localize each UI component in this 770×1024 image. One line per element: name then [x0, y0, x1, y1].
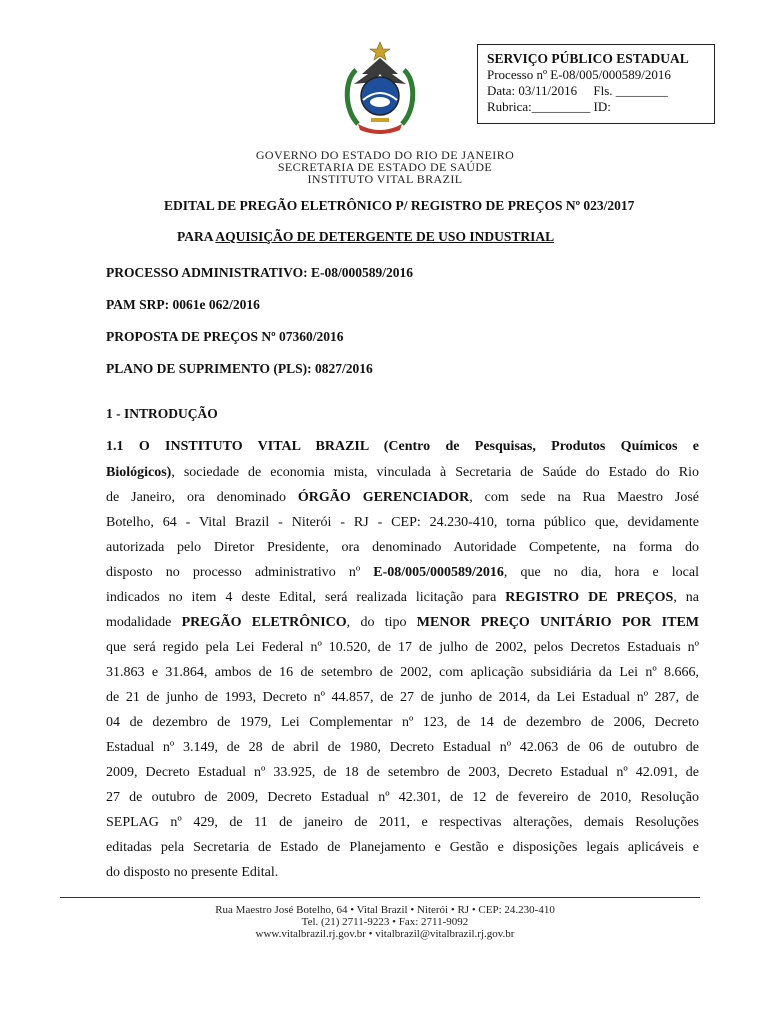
para-line-4: Botelho, 64 - Vital Brazil - Niterói - RJ - CEP: 24.230-410, torna público que, devidamente [106, 515, 699, 530]
para-line-8-text-b: , do tipo [346, 615, 417, 630]
footer-phone: Tel. (21) 2711-9223 • Fax: 2711-9092 [301, 916, 469, 928]
para-line-2-bold: Biológicos) [106, 465, 172, 480]
para-line-16: SEPLAG nº 429, de 11 de janeiro de 2011, e respectivas alterações, demais Resoluções [106, 815, 699, 830]
header-government: GOVERNO DO ESTADO DO RIO DE JANEIRO [255, 148, 515, 162]
pam-srp: PAM SRP: 0061e 062/2016 [106, 297, 260, 312]
para-line-7 [106, 590, 699, 606]
para-line-8-bold-b: MENOR PREÇO UNITÁRIO POR ITEM [416, 615, 699, 630]
header-secretaria: SECRETARIA DE ESTADO DE SAÚDE [277, 160, 493, 174]
para-line-7-text-a: indicados no item 4 deste Edital, será realizada licitação para [106, 590, 506, 605]
stamp-rubrica: Rubrica:_________ ID: [487, 99, 611, 114]
para-line-2 [106, 465, 699, 481]
para-line-17: editadas pela Secretaria de Estado de Planejamento e Gestão e disposições legais aplicáveis e [106, 840, 699, 855]
stamp-title: SERVIÇO PÚBLICO ESTADUAL [487, 51, 689, 66]
edital-subtitle-prefix: PARA [177, 229, 216, 244]
para-line-8-bold-a: PREGÃO ELETRÔNICO [181, 615, 347, 630]
para-line-6-bold: E-08/005/000589/2016 [373, 565, 504, 580]
header-instituto: INSTITUTO VITAL BRAZIL [307, 172, 463, 186]
footer-address: Rua Maestro José Botelho, 64 • Vital Brazil • Niterói • RJ • CEP: 24.230-410 [215, 904, 555, 916]
edital-subtitle-object: AQUISIÇÃO DE DETERGENTE DE USO INDUSTRIAL [215, 229, 555, 244]
edital-title: EDITAL DE PREGÃO ELETRÔNICO P/ REGISTRO DE PREÇOS Nº 023/2017 [164, 198, 635, 213]
proposta-precos: PROPOSTA DE PREÇOS Nº 07360/2016 [106, 329, 344, 344]
para-line-2-text: , sociedade de economia mista, vinculada à Secretaria de Saúde do Estado do Rio [171, 465, 699, 480]
para-line-8-text-a: modalidade [106, 615, 182, 630]
plano-suprimento: PLANO DE SUPRIMENTO (PLS): 0827/2016 [106, 361, 373, 376]
para-line-1: 1.1 O INSTITUTO VITAL BRAZIL (Centro de Pesquisas, Produtos Químicos e [106, 439, 699, 454]
para-line-5: autorizada pelo Diretor Presidente, ora denominado Autoridade Competente, na forma do [106, 540, 699, 555]
footer-divider [60, 897, 700, 898]
protocol-stamp-box [477, 44, 715, 124]
para-line-3-bold: ÓRGÃO GERENCIADOR [297, 490, 470, 505]
footer-web: www.vitalbrazil.rj.gov.br • vitalbrazil@vitalbrazil.rj.gov.br [255, 928, 515, 940]
para-line-18: do disposto no presente Edital. [106, 865, 279, 880]
para-line-3-text-b: , com sede na Rua Maestro José [469, 490, 699, 505]
section-heading: 1 - INTRODUÇÃO [106, 406, 218, 421]
stamp-processo: Processo nº E-08/005/000589/2016 [487, 67, 671, 82]
para-line-8 [106, 615, 699, 631]
para-line-13: Estadual nº 3.149, de 28 de abril de 1980, Decreto Estadual nº 42.063 de 06 de outubro de [106, 740, 699, 755]
para-line-10: 31.863 e 31.864, ambos de 16 de setembro de 2002, com aplicação subsidiária da Lei nº 8.666, [106, 665, 699, 680]
para-line-6-text-a: disposto no processo administrativo nº [106, 565, 374, 580]
para-line-6 [106, 565, 699, 581]
para-line-6-text-b: , que no dia, hora e local [503, 565, 699, 580]
para-line-3 [106, 490, 699, 506]
para-line-7-bold: REGISTRO DE PREÇOS [505, 590, 674, 605]
para-line-11: de 21 de junho de 1993, Decreto nº 44.857, de 27 de junho de 2014, da Lei Estadual nº 287, de [106, 690, 699, 705]
processo-administrativo: PROCESSO ADMINISTRATIVO: E-08/000589/2016 [106, 265, 414, 280]
edital-subtitle [177, 229, 554, 245]
para-line-14: 2009, Decreto Estadual nº 33.925, de 18 de setembro de 2003, Decreto Estadual nº 42.091, de [106, 765, 699, 780]
state-coat-of-arms-icon [334, 40, 426, 136]
para-line-15: 27 de outubro de 2009, Decreto Estadual nº 42.301, de 12 de fevereiro de 2010, Resolução [106, 790, 699, 805]
para-line-9: que será regido pela Lei Federal nº 10.520, de 17 de julho de 2002, pelos Decretos Estaduais nº [106, 640, 699, 655]
stamp-data-fls: Data: 03/11/2016 Fls. ________ [487, 83, 668, 98]
para-line-7-text-b: , na [673, 590, 699, 605]
para-line-3-text-a: de Janeiro, ora denominado [106, 490, 298, 505]
para-line-12: 04 de dezembro de 1979, Lei Complementar nº 123, de 14 de dezembro de 2006, Decreto [106, 715, 699, 730]
